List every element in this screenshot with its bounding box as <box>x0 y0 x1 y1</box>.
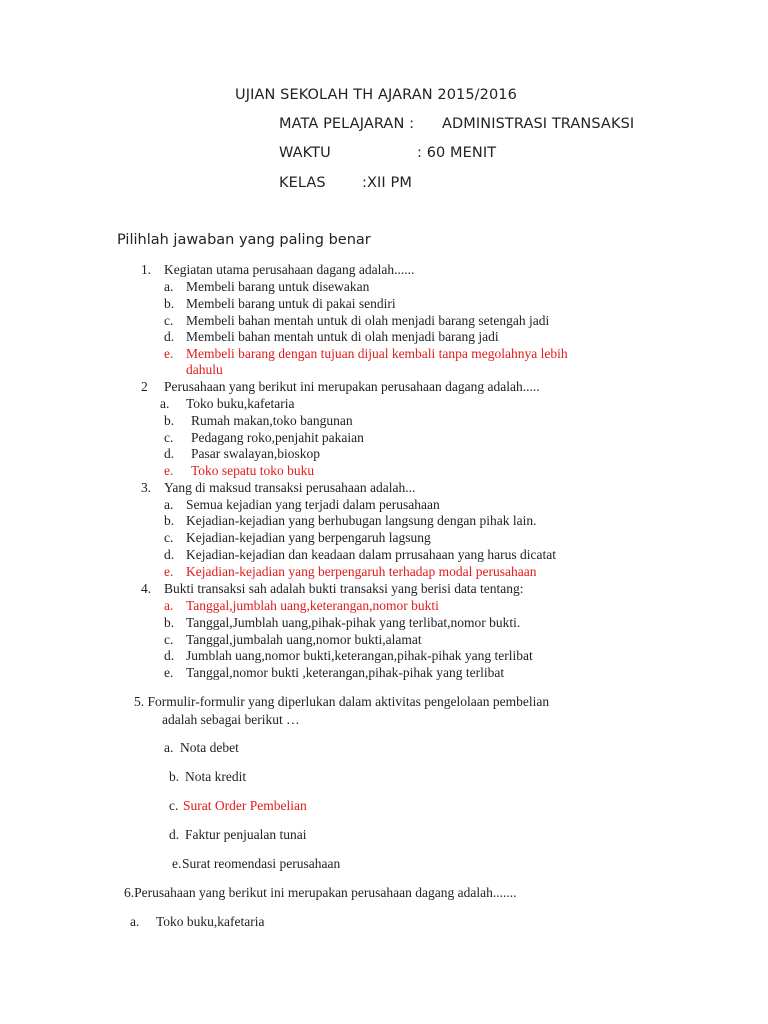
option-text-correct: Tanggal,jumblah uang,keterangan,nomor bukti <box>186 598 439 613</box>
option-letter-correct: e. <box>164 564 174 579</box>
option-letter: c. <box>164 430 174 445</box>
option-text: Pedagang roko,penjahit pakaian <box>191 430 364 445</box>
question-text: Yang di maksud transaksi perusahaan adalah... <box>164 480 416 495</box>
option-letter: c. <box>164 313 174 328</box>
option-text: Membeli barang untuk di pakai sendiri <box>186 296 396 311</box>
option-text-correct: Kejadian-kejadian yang berpengaruh terhadap modal perusahaan <box>186 564 537 579</box>
option-text: Tanggal,Jumblah uang,pihak-pihak yang terlibat,nomor bukti. <box>186 615 521 630</box>
option-text: Nota kredit <box>185 769 247 784</box>
option-text: Jumblah uang,nomor bukti,keterangan,pihak-pihak yang terlibat <box>186 648 533 663</box>
instruction-text: Pilihlah jawaban yang paling benar <box>117 232 371 248</box>
option-text: Membeli bahan mentah untuk di olah menjadi barang jadi <box>186 329 499 344</box>
question-text: Bukti transaksi sah adalah bukti transaksi yang berisi data tentang: <box>164 581 524 596</box>
time-value: : 60 MENIT <box>417 145 497 161</box>
subject-value: ADMINISTRASI TRANSAKSI <box>442 116 635 132</box>
question-text: Perusahaan yang berikut ini merupakan perusahaan dagang adalah..... <box>164 379 540 394</box>
option-text: Rumah makan,toko bangunan <box>191 413 353 428</box>
option-letter: d. <box>164 446 175 461</box>
subject-label: MATA PELAJARAN : <box>279 116 415 132</box>
option-letter: d. <box>164 329 175 344</box>
option-text: Toko buku,kafetaria <box>186 396 295 411</box>
option-text-correct: Surat Order Pembelian <box>183 798 307 813</box>
option-letter: a. <box>164 740 174 755</box>
option-text: Kejadian-kejadian yang berpengaruh lagsung <box>186 530 431 545</box>
option-letter: d. <box>164 547 175 562</box>
question-number: 2 <box>141 379 148 394</box>
class-label: KELAS <box>279 175 326 191</box>
question-number: 1. <box>141 262 152 277</box>
option-text: Tanggal,nomor bukti ,keterangan,pihak-pihak yang terlibat <box>186 665 505 680</box>
question-number: 4. <box>141 581 152 596</box>
option-letter: c. <box>169 798 179 813</box>
option-letter: b. <box>164 513 175 528</box>
question-text-cont: adalah sebagai berikut … <box>162 712 300 727</box>
option-letter: c. <box>164 530 174 545</box>
option-text: Semua kejadian yang terjadi dalam perusahaan <box>186 497 440 512</box>
option-letter: b. <box>164 296 175 311</box>
option-letter: b. <box>169 769 180 784</box>
option-text: Surat reomendasi perusahaan <box>182 856 341 871</box>
option-letter: a. <box>160 396 170 411</box>
option-letter: e. <box>172 856 182 871</box>
option-text: Toko buku,kafetaria <box>156 914 265 929</box>
class-value: :XII PM <box>362 175 412 191</box>
option-letter: a. <box>130 914 140 929</box>
option-text: Nota debet <box>180 740 239 755</box>
option-letter: d. <box>164 648 175 663</box>
question-text: 5. Formulir-formulir yang diperlukan dalam aktivitas pengelolaan pembelian <box>134 694 550 709</box>
option-text: Kejadian-kejadian dan keadaan dalam prrusahaan yang harus dicatat <box>186 547 556 562</box>
option-letter-correct: e. <box>164 346 174 361</box>
option-letter: b. <box>164 413 175 428</box>
option-letter: a. <box>164 279 174 294</box>
option-text-correct: Membeli barang dengan tujuan dijual kembali tanpa megolahnya lebih <box>186 346 568 361</box>
option-text: Tanggal,jumbalah uang,nomor bukti,alamat <box>186 632 422 647</box>
option-letter-correct: a. <box>164 598 174 613</box>
option-letter: e. <box>164 665 174 680</box>
question-text: 6.Perusahaan yang berikut ini merupakan perusahaan dagang adalah....... <box>124 885 517 900</box>
option-letter: b. <box>164 615 175 630</box>
option-letter: a. <box>164 497 174 512</box>
option-text: Pasar swalayan,bioskop <box>191 446 320 461</box>
question-number: 3. <box>141 480 152 495</box>
option-letter: d. <box>169 827 180 842</box>
option-text: Kejadian-kejadian yang berhubugan langsung dengan pihak lain. <box>186 513 537 528</box>
exam-title: UJIAN SEKOLAH TH AJARAN 2015/2016 <box>235 87 517 103</box>
option-text-correct-cont: dahulu <box>186 362 223 377</box>
time-label: WAKTU <box>279 145 331 161</box>
option-letter: c. <box>164 632 174 647</box>
option-text: Membeli bahan mentah untuk di olah menjadi barang setengah jadi <box>186 313 550 328</box>
option-letter-correct: e. <box>164 463 174 478</box>
option-text: Membeli barang untuk disewakan <box>186 279 370 294</box>
option-text-correct: Toko sepatu toko buku <box>191 463 315 478</box>
question-text: Kegiatan utama perusahaan dagang adalah...... <box>164 262 415 277</box>
option-text: Faktur penjualan tunai <box>185 827 307 842</box>
